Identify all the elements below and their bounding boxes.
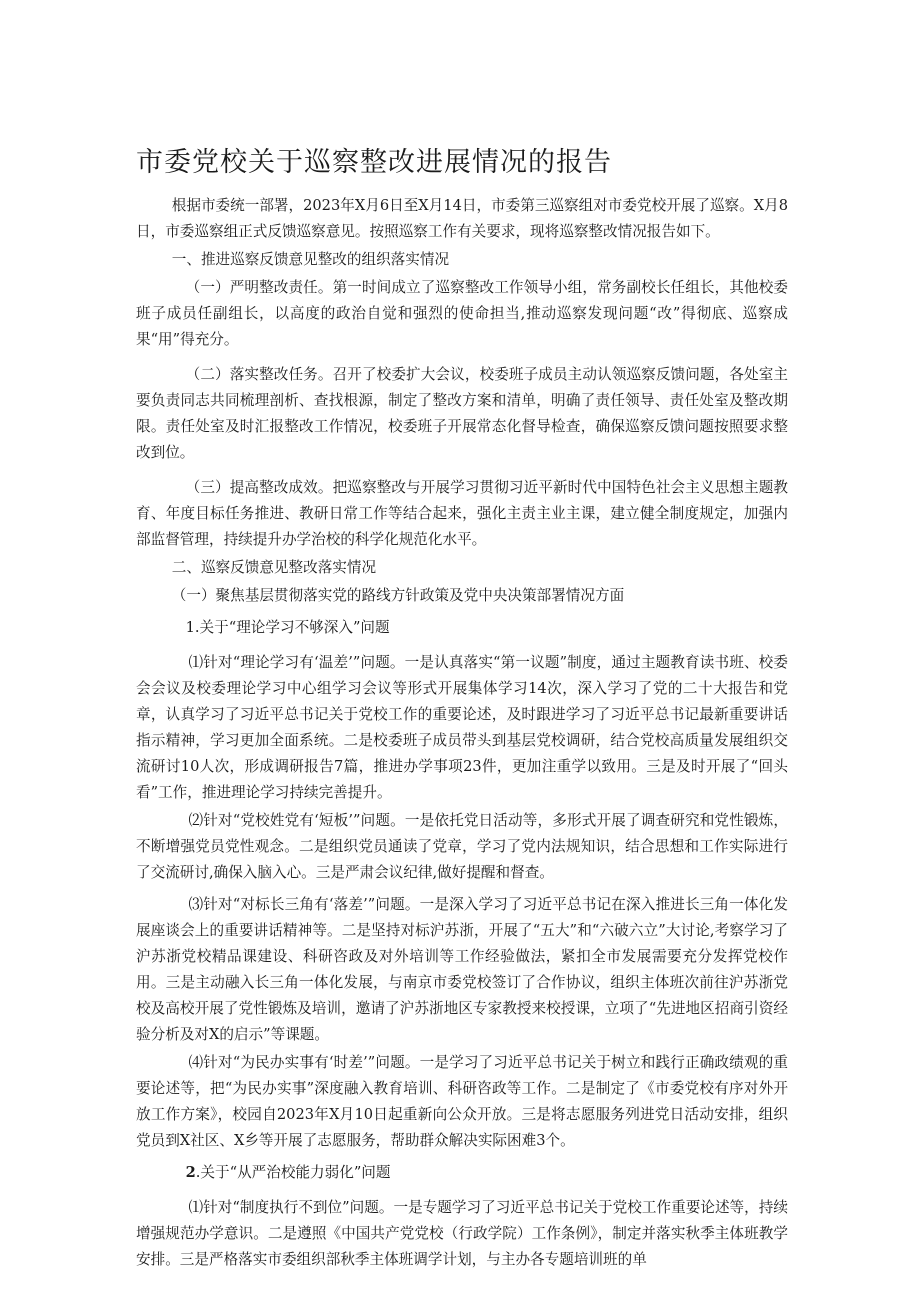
item-1-paragraph-2: ⑵针对“党校姓党有‘短板’”问题。一是依托党日活动等，多形式开展了调查研究和党性锻炼，不断增强党员党性观念。二是组织党员通读了党章，学习了党内法规知识，结合思想和工作实际进行了交流研讨,确保入脑入心。三是严肃会议纪律,做好提醒和督查。 — [136, 812, 788, 881]
section-2-subheading-1: （一）聚焦基层贯彻落实党的路线方针政策及党中央决策部署情况方面 — [171, 587, 625, 604]
section-1-heading: 一、推进巡察反馈意见整改的组织落实情况 — [171, 251, 450, 268]
item-1-paragraph-1: ⑴针对“理论学习有‘温差’”问题。一是认真落实“第一议题”制度，通过主题教育读书班、校委会会议及校委理论学习中心组学习会议等形式开展集体学习14次，深入学习了党的二十大报告和党章，认真学习了习近平总书记关于党校工作的重要论述，及时跟进学习了习近平总书记最新重要讲话指示精神，学习更加全面系统。二是校委班子成员带头到基层党校调研，结合党校高质量发展组织交流研讨10人次，形成调研报告7篇，推进办学事项23件，更加注重学以致用。三是及时开展了“回头看”工作，推进理论学习持续完善提升。 — [136, 654, 788, 801]
item-1-paragraph-3: ⑶针对“对标长三角有‘落差’”问题。一是深入学习了习近平总书记在深入推进长三角一体化发展座谈会上的重要讲话精神等。二是坚持对标沪苏浙，开展了“五大”和“六破六立”大讨论,考察学习了沪苏浙党校精品课建设、科研咨政及对外培训等工作经验做法，紧扣全市发展需要充分发挥党校作用。三是主动融入长三角一体化发展，与南京市委党校签订了合作协议，组织主体班次前往沪苏浙党校及高校开展了党性锻炼及培训，邀请了沪苏浙地区专家教授来校授课，立项了“先进地区招商引资经验分析及对X的启示”等课题。 — [136, 896, 788, 1043]
item-1-heading: 1.关于“理论学习不够深入”问题 — [185, 619, 390, 636]
section-1-paragraph-2: （二）落实整改任务。召开了校委扩大会议，校委班子成员主动认领巡察反馈问题，各处室主要负责同志共同梳理剖析、查找根源，制定了整改方案和清单，明确了责任领导、责任处室及整改期限。责任处室及时汇报整改工作情况，校委班子开展常态化督导检查，确保巡察反馈问题按照要求整改到位。 — [136, 366, 788, 461]
section-2-heading: 二、巡察反馈意见整改落实情况 — [171, 559, 377, 576]
item-2-heading — [136, 1160, 788, 1186]
item-2-heading-text: .关于“从严治校能力弱化”问题 — [195, 1164, 391, 1181]
item-2-paragraph-1: ⑴针对“制度执行不到位”问题。一是专题学习了习近平总书记关于党校工作重要论述等，持续增强规范办学意识。二是遵照《中国共产党党校（行政学院）工作条例》，制定并落实秋季主体班教学安排。三是严格落实市委组织部秋季主体班调学计划，与主办各专题培训班的单 — [136, 1199, 788, 1268]
document-title: 市委党校关于巡察整改进展情况的报告 — [136, 147, 612, 178]
item-2-number: 2 — [185, 1164, 196, 1181]
intro-paragraph: 根据市委统一部署，2023年X月6日至X月14日，市委第三巡察组对市委党校开展了巡察。X月8日，市委巡察组正式反馈巡察意见。按照巡察工作有关要求，现将巡察整改情况报告如下。 — [136, 197, 788, 240]
section-1-paragraph-1: （一）严明整改责任。第一时间成立了巡察整改工作领导小组，常务副校长任组长，其他校委班子成员任副组长，以高度的政治自觉和强烈的使命担当,推动巡察发现问题“改”得彻底、巡察成果“用”得充分。 — [136, 279, 788, 348]
section-1-paragraph-3: （三）提高整改成效。把巡察整改与开展学习贯彻习近平新时代中国特色社会主义思想主题教育、年度目标任务推进、教研日常工作等结合起来，强化主责主业主课，建立健全制度规定，加强内部监督管理，持续提升办学治校的科学化规范化水平。 — [136, 479, 788, 548]
document-body — [136, 193, 788, 1273]
item-1-paragraph-4: ⑷针对“为民办实事有‘时差’”问题。一是学习了习近平总书记关于树立和践行正确政绩观的重要论述等，把“为民办实事”深度融入教育培训、科研咨政等工作。二是制定了《市委党校有序对外开放工作方案》，校园自2023年X月10日起重新向公众开放。三是将志愿服务列进党日活动安排，组织党员到X社区、X乡等开展了志愿服务，帮助群众解决实际困难3个。 — [136, 1054, 788, 1149]
